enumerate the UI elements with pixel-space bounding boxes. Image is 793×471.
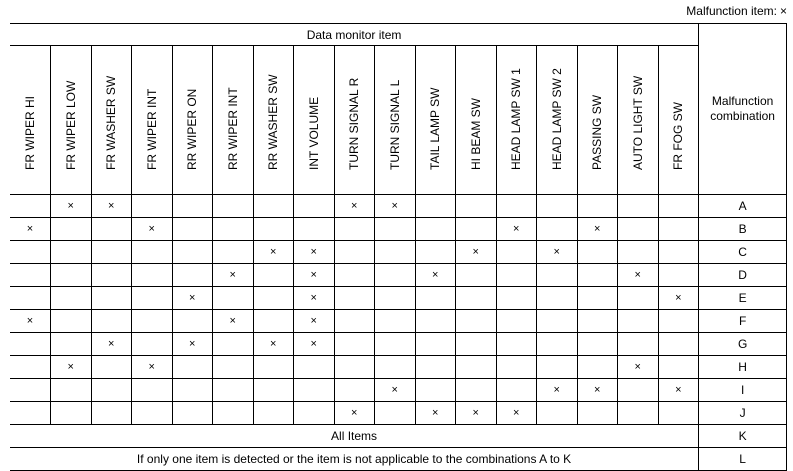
matrix-cell: × (294, 333, 335, 356)
matrix-cell: × (496, 218, 537, 241)
matrix-cell (91, 218, 132, 241)
column-header (456, 46, 497, 195)
matrix-cell (91, 310, 132, 333)
matrix-cell (577, 333, 618, 356)
matrix-cell (496, 379, 537, 402)
matrix-cell (496, 287, 537, 310)
matrix-cell (618, 287, 659, 310)
matrix-cell (51, 333, 92, 356)
matrix-cell (132, 310, 173, 333)
matrix-cell (334, 333, 375, 356)
matrix-cell: × (537, 241, 578, 264)
matrix-cell: × (253, 241, 294, 264)
matrix-cell (172, 241, 213, 264)
matrix-cell (51, 310, 92, 333)
matrix-cell (51, 264, 92, 287)
column-header (10, 46, 51, 195)
matrix-cell (132, 333, 173, 356)
matrix-cell (537, 356, 578, 379)
matrix-cell (618, 241, 659, 264)
matrix-cell (456, 333, 497, 356)
combination-letter: L (699, 448, 787, 471)
matrix-cell (172, 218, 213, 241)
column-header (658, 46, 699, 195)
matrix-cell (496, 264, 537, 287)
matrix-cell (496, 195, 537, 218)
matrix-cell: × (456, 402, 497, 425)
matrix-cell (213, 195, 254, 218)
matrix-cell (577, 264, 618, 287)
column-header (618, 46, 659, 195)
matrix-cell (456, 310, 497, 333)
column-header-label: FR FOG SW (671, 102, 686, 170)
header-row-group (10, 24, 787, 46)
column-header-label: FR WIPER HI (23, 96, 37, 170)
matrix-cell: × (213, 310, 254, 333)
matrix-cell (537, 310, 578, 333)
matrix-cell (375, 218, 416, 241)
matrix-cell (658, 264, 699, 287)
matrix-cell (618, 310, 659, 333)
matrix-cell (415, 287, 456, 310)
column-header-label: TURN SIGNAL R (347, 77, 362, 170)
matrix-cell (577, 402, 618, 425)
matrix-cell: × (375, 379, 416, 402)
matrix-cell (132, 264, 173, 287)
matrix-cell (537, 218, 578, 241)
matrix-cell (577, 287, 618, 310)
matrix-cell: × (294, 264, 335, 287)
matrix-cell: × (658, 287, 699, 310)
matrix-cell: × (456, 241, 497, 264)
matrix-cell (91, 241, 132, 264)
matrix-cell: × (91, 333, 132, 356)
matrix-cell (172, 379, 213, 402)
matrix-cell (415, 333, 456, 356)
matrix-cell: × (10, 218, 51, 241)
matrix-cell (375, 241, 416, 264)
matrix-cell: × (51, 356, 92, 379)
column-header-label: FR WASHER SW (104, 75, 119, 170)
table-row (10, 241, 787, 264)
matrix-cell (537, 287, 578, 310)
matrix-cell (496, 356, 537, 379)
matrix-cell (618, 379, 659, 402)
matrix-cell (334, 218, 375, 241)
combination-letter: B (699, 218, 787, 241)
combination-letter: F (699, 310, 787, 333)
matrix-cell (213, 287, 254, 310)
combination-letter: I (699, 379, 787, 402)
matrix-cell: × (415, 402, 456, 425)
matrix-cell (172, 402, 213, 425)
matrix-cell (132, 379, 173, 402)
matrix-cell: × (132, 356, 173, 379)
matrix-cell (415, 195, 456, 218)
matrix-cell (10, 264, 51, 287)
column-header-label: FR WIPER INT (144, 88, 159, 170)
matrix-cell (213, 218, 254, 241)
matrix-cell (10, 402, 51, 425)
matrix-cell (375, 287, 416, 310)
malfunction-legend (686, 4, 787, 18)
matrix-cell: × (415, 264, 456, 287)
column-header-label: AUTO LIGHT SW (630, 75, 645, 170)
matrix-cell (415, 356, 456, 379)
column-header-label: FR WIPER LOW (63, 80, 78, 170)
matrix-cell (51, 287, 92, 310)
matrix-cell (334, 287, 375, 310)
matrix-cell (91, 379, 132, 402)
matrix-cell (172, 195, 213, 218)
matrix-cell: × (537, 379, 578, 402)
matrix-cell (10, 195, 51, 218)
matrix-cell (658, 333, 699, 356)
matrix-cell (10, 379, 51, 402)
matrix-cell (496, 310, 537, 333)
matrix-cell (172, 356, 213, 379)
matrix-cell (91, 402, 132, 425)
matrix-cell (51, 218, 92, 241)
matrix-cell (577, 195, 618, 218)
matrix-cell (10, 333, 51, 356)
matrix-cell (375, 333, 416, 356)
column-header (91, 46, 132, 195)
matrix-cell (375, 310, 416, 333)
column-header-label: RR WASHER SW (266, 74, 281, 170)
matrix-cell (577, 241, 618, 264)
matrix-cell (172, 264, 213, 287)
matrix-cell (658, 218, 699, 241)
column-header-label: RR WIPER INT (225, 87, 240, 170)
combination-letter: D (699, 264, 787, 287)
matrix-cell (415, 379, 456, 402)
matrix-cell (294, 195, 335, 218)
matrix-cell (618, 402, 659, 425)
matrix-cell (456, 356, 497, 379)
matrix-cell (456, 218, 497, 241)
matrix-cell: × (618, 264, 659, 287)
table-row (10, 425, 787, 448)
matrix-cell (658, 195, 699, 218)
matrix-cell: × (294, 241, 335, 264)
matrix-cell (658, 241, 699, 264)
column-header-label: INT VOLUME (306, 96, 321, 170)
matrix-cell (51, 241, 92, 264)
matrix-cell: × (334, 402, 375, 425)
matrix-cell: × (294, 310, 335, 333)
matrix-cell: × (172, 287, 213, 310)
matrix-cell (213, 241, 254, 264)
table-row (10, 379, 787, 402)
column-header (375, 46, 416, 195)
matrix-cell (415, 310, 456, 333)
matrix-cell (496, 241, 537, 264)
matrix-cell (496, 333, 537, 356)
matrix-cell (294, 402, 335, 425)
matrix-cell (213, 333, 254, 356)
column-header (334, 46, 375, 195)
table-row (10, 218, 787, 241)
matrix-cell (10, 241, 51, 264)
matrix-cell (375, 264, 416, 287)
combination-letter: K (699, 425, 787, 448)
matrix-cell (253, 195, 294, 218)
matrix-cell (253, 402, 294, 425)
matrix-cell (334, 310, 375, 333)
matrix-cell: × (496, 402, 537, 425)
table-row (10, 310, 787, 333)
matrix-cell (132, 195, 173, 218)
matrix-cell: × (334, 195, 375, 218)
column-header-label: HI BEAM SW (468, 97, 483, 170)
matrix-cell (334, 241, 375, 264)
legend-label: Malfunction item: (686, 4, 777, 18)
matrix-cell (658, 402, 699, 425)
column-header (537, 46, 578, 195)
matrix-cell (456, 195, 497, 218)
table-row (10, 195, 787, 218)
table-row (10, 402, 787, 425)
matrix-cell: × (577, 379, 618, 402)
matrix-cell (10, 356, 51, 379)
combination-letter: E (699, 287, 787, 310)
column-header (132, 46, 173, 195)
matrix-cell (334, 264, 375, 287)
matrix-cell: × (10, 310, 51, 333)
matrix-cell (294, 218, 335, 241)
column-header (496, 46, 537, 195)
matrix-cell (91, 264, 132, 287)
span-row-text: If only one item is detected or the item is not applicable to the combinations A to K (10, 448, 699, 471)
matrix-cell (537, 195, 578, 218)
column-header (172, 46, 213, 195)
column-header-label: HEAD LAMP SW 2 (549, 68, 564, 170)
table-row (10, 448, 787, 471)
matrix-cell (132, 287, 173, 310)
column-header-label: TURN SIGNAL L (387, 79, 402, 170)
matrix-cell: × (618, 356, 659, 379)
matrix-cell: × (253, 333, 294, 356)
malfunction-combination-table (10, 23, 787, 471)
matrix-cell (334, 379, 375, 402)
matrix-cell (577, 310, 618, 333)
matrix-cell: × (213, 264, 254, 287)
matrix-cell (375, 402, 416, 425)
column-header (415, 46, 456, 195)
combination-letter: C (699, 241, 787, 264)
matrix-cell (213, 356, 254, 379)
matrix-cell: × (577, 218, 618, 241)
combination-letter: J (699, 402, 787, 425)
column-header-label: TAIL LAMP SW (428, 87, 443, 170)
matrix-cell (253, 287, 294, 310)
data-monitor-item-header: Data monitor item (10, 24, 699, 46)
matrix-cell (253, 264, 294, 287)
matrix-cell (537, 264, 578, 287)
matrix-cell: × (51, 195, 92, 218)
column-header (213, 46, 254, 195)
column-header (51, 46, 92, 195)
matrix-cell (415, 241, 456, 264)
matrix-cell (253, 379, 294, 402)
matrix-cell (334, 356, 375, 379)
matrix-cell (618, 195, 659, 218)
matrix-cell: × (132, 218, 173, 241)
column-header (577, 46, 618, 195)
matrix-cell (294, 356, 335, 379)
matrix-cell (658, 356, 699, 379)
matrix-cell (253, 356, 294, 379)
matrix-cell (618, 218, 659, 241)
table-row (10, 287, 787, 310)
matrix-cell (456, 264, 497, 287)
combination-letter: H (699, 356, 787, 379)
matrix-cell (294, 379, 335, 402)
header-row-columns (10, 46, 787, 195)
column-header-label: RR WIPER ON (185, 88, 200, 170)
matrix-cell (253, 310, 294, 333)
matrix-cell: × (294, 287, 335, 310)
matrix-cell: × (172, 333, 213, 356)
matrix-cell (658, 310, 699, 333)
matrix-cell (91, 287, 132, 310)
column-header-label: HEAD LAMP SW 1 (509, 68, 524, 170)
column-header (294, 46, 335, 195)
matrix-cell (537, 402, 578, 425)
matrix-cell (253, 218, 294, 241)
matrix-cell (456, 379, 497, 402)
matrix-cell (51, 402, 92, 425)
matrix-cell (132, 402, 173, 425)
matrix-cell (456, 287, 497, 310)
combination-letter: A (699, 195, 787, 218)
table-row (10, 356, 787, 379)
matrix-cell (415, 218, 456, 241)
matrix-cell (213, 379, 254, 402)
combination-letter: G (699, 333, 787, 356)
matrix-cell (375, 356, 416, 379)
matrix-cell (172, 310, 213, 333)
matrix-cell (618, 333, 659, 356)
column-header-label: PASSING SW (590, 94, 605, 170)
malfunction-combination-header: Malfunction combination (699, 24, 787, 195)
table-row (10, 264, 787, 287)
table-row (10, 333, 787, 356)
matrix-cell (91, 356, 132, 379)
matrix-cell (51, 379, 92, 402)
matrix-cell (577, 356, 618, 379)
matrix-cell (132, 241, 173, 264)
matrix-cell (537, 333, 578, 356)
span-row-text: All Items (10, 425, 699, 448)
matrix-cell (213, 402, 254, 425)
matrix-cell (10, 287, 51, 310)
column-header (253, 46, 294, 195)
matrix-cell: × (658, 379, 699, 402)
matrix-cell: × (91, 195, 132, 218)
legend-mark: × (779, 4, 787, 18)
matrix-cell: × (375, 195, 416, 218)
